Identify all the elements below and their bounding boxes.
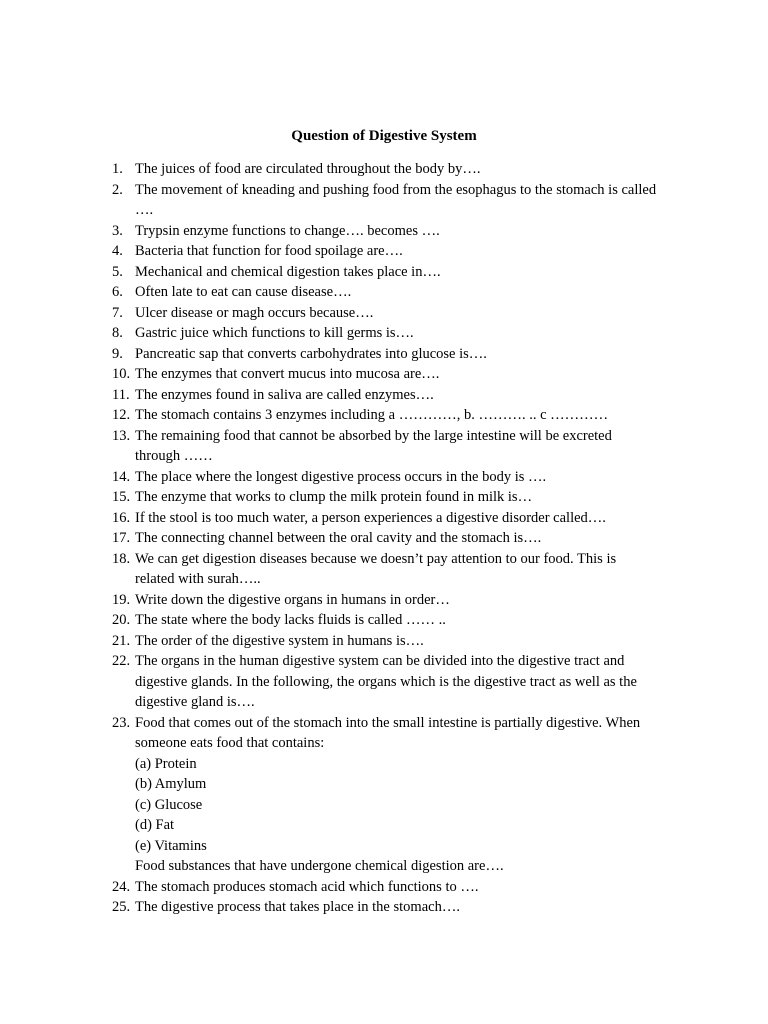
- question-line: digestive gland is….: [135, 694, 255, 710]
- question-line: digestive glands. In the following, the organs which is the digestive tract as well as the: [135, 673, 637, 690]
- question-number: 2.: [112, 181, 123, 198]
- question-text: [135, 897, 682, 918]
- question-text: [135, 221, 682, 242]
- question-text: [135, 549, 682, 590]
- question-item: [112, 323, 682, 344]
- question-number: 7.: [112, 304, 123, 321]
- question-line: (a) Protein: [135, 755, 197, 772]
- question-number: 22.: [112, 653, 131, 669]
- question-item: [112, 221, 682, 242]
- question-line: The digestive process that takes place in the stomach….: [135, 899, 460, 915]
- question-text: [135, 159, 682, 180]
- question-text: [135, 713, 682, 877]
- question-text: [135, 241, 682, 262]
- question-line: (b) Amylum: [135, 776, 207, 792]
- question-line: The juices of food are circulated throughout the body by….: [135, 161, 481, 177]
- question-line: ….: [135, 202, 154, 218]
- document-title: Question of Digestive System: [291, 128, 477, 144]
- question-line: Bacteria that function for food spoilage are….: [135, 243, 403, 259]
- question-number: 6.: [112, 284, 123, 300]
- question-item: [112, 262, 682, 283]
- question-text: [135, 303, 682, 324]
- question-line: The state where the body lacks fluids is called …… ..: [135, 612, 446, 628]
- question-text: [135, 467, 682, 488]
- question-line: The order of the digestive system in humans is….: [135, 632, 424, 649]
- question-line: through ……: [135, 448, 213, 464]
- question-line: The place where the longest digestive process occurs in the body is ….: [135, 468, 547, 485]
- question-text: [135, 262, 682, 283]
- question-text: [135, 282, 682, 303]
- question-line: The enzyme that works to clump the milk protein found in milk is…: [135, 489, 533, 505]
- question-line: Mechanical and chemical digestion takes place in….: [135, 263, 441, 280]
- question-item: [112, 180, 682, 221]
- question-line: The remaining food that cannot be absorbed by the large intestine will be excreted: [135, 427, 612, 444]
- question-number: 24.: [112, 878, 131, 895]
- question-number: 18.: [112, 550, 131, 567]
- question-number: 16.: [112, 509, 131, 526]
- question-item: [112, 528, 682, 549]
- question-number: 23.: [112, 714, 131, 731]
- question-line: The stomach produces stomach acid which functions to ….: [135, 878, 479, 895]
- question-number: 4.: [112, 243, 123, 259]
- question-item: [112, 364, 682, 385]
- question-number: 1.: [112, 161, 123, 177]
- question-line: related with surah…..: [135, 571, 261, 587]
- question-item: [112, 426, 682, 467]
- question-item: [112, 897, 682, 918]
- question-line: We can get digestion diseases because we doesn’t pay attention to our food. This is: [135, 550, 617, 567]
- question-text: [135, 590, 682, 611]
- question-item: [112, 877, 682, 898]
- question-item: [112, 651, 682, 713]
- question-number: 13.: [112, 427, 131, 444]
- question-number: 25.: [112, 899, 131, 915]
- question-number: 8.: [112, 325, 123, 341]
- question-line: (e) Vitamins: [135, 837, 207, 854]
- question-text: [135, 426, 682, 467]
- question-item: [112, 241, 682, 262]
- question-number: 3.: [112, 222, 123, 239]
- question-item: [112, 713, 682, 877]
- question-number: 5.: [112, 263, 123, 280]
- question-line: Pancreatic sap that converts carbohydrates into glucose is….: [135, 345, 487, 362]
- question-text: [135, 508, 682, 529]
- question-number: 9.: [112, 345, 123, 362]
- question-item: [112, 159, 682, 180]
- question-line: The enzymes found in saliva are called enzymes….: [135, 386, 434, 403]
- question-line: Trypsin enzyme functions to change…. becomes ….: [135, 222, 440, 239]
- question-line: Ulcer disease or magh occurs because….: [135, 304, 374, 321]
- question-item: [112, 610, 682, 631]
- question-text: [135, 528, 682, 549]
- question-text: [135, 405, 682, 426]
- question-text: [135, 651, 682, 713]
- question-text: [135, 610, 682, 631]
- question-line: The stomach contains 3 enzymes including a …………, b. ………. .. c …………: [135, 407, 609, 423]
- question-item: [112, 631, 682, 652]
- question-number: 19.: [112, 591, 131, 608]
- question-text: [135, 180, 682, 221]
- question-number: 20.: [112, 612, 131, 628]
- question-text: [135, 487, 682, 508]
- question-item: [112, 303, 682, 324]
- question-item: [112, 590, 682, 611]
- question-number: 12.: [112, 407, 131, 423]
- question-line: someone eats food that contains:: [135, 735, 325, 751]
- question-number: 11.: [112, 386, 130, 403]
- question-item: [112, 487, 682, 508]
- question-item: [112, 549, 682, 590]
- question-item: [112, 282, 682, 303]
- question-line: The organs in the human digestive system can be divided into the digestive tract and: [135, 653, 625, 669]
- question-item: [112, 385, 682, 406]
- question-item: [112, 467, 682, 488]
- question-text: [135, 385, 682, 406]
- question-number: 10.: [112, 366, 131, 382]
- question-list: [112, 159, 682, 918]
- question-line: The connecting channel between the oral cavity and the stomach is….: [135, 530, 542, 546]
- question-line: The movement of kneading and pushing food from the esophagus to the stomach is called: [135, 181, 657, 198]
- question-number: 21.: [112, 632, 131, 649]
- question-number: 14.: [112, 468, 131, 485]
- question-line: Food substances that have undergone chemical digestion are….: [135, 858, 504, 874]
- question-line: If the stool is too much water, a person experiences a digestive disorder called….: [135, 509, 606, 526]
- question-line: The enzymes that convert mucus into mucosa are….: [135, 366, 440, 382]
- question-line: Gastric juice which functions to kill germs is….: [135, 325, 414, 341]
- question-number: 17.: [112, 530, 131, 546]
- question-line: Often late to eat can cause disease….: [135, 284, 352, 300]
- question-item: [112, 344, 682, 365]
- question-item: [112, 405, 682, 426]
- question-text: [135, 344, 682, 365]
- question-line: Write down the digestive organs in humans in order…: [135, 591, 450, 608]
- question-text: [135, 877, 682, 898]
- question-text: [135, 631, 682, 652]
- question-item: [112, 508, 682, 529]
- question-line: Food that comes out of the stomach into the small intestine is partially digestive. When: [135, 714, 641, 731]
- question-text: [135, 364, 682, 385]
- question-line: (c) Glucose: [135, 796, 203, 813]
- question-number: 15.: [112, 489, 131, 505]
- question-line: (d) Fat: [135, 817, 175, 833]
- question-text: [135, 323, 682, 344]
